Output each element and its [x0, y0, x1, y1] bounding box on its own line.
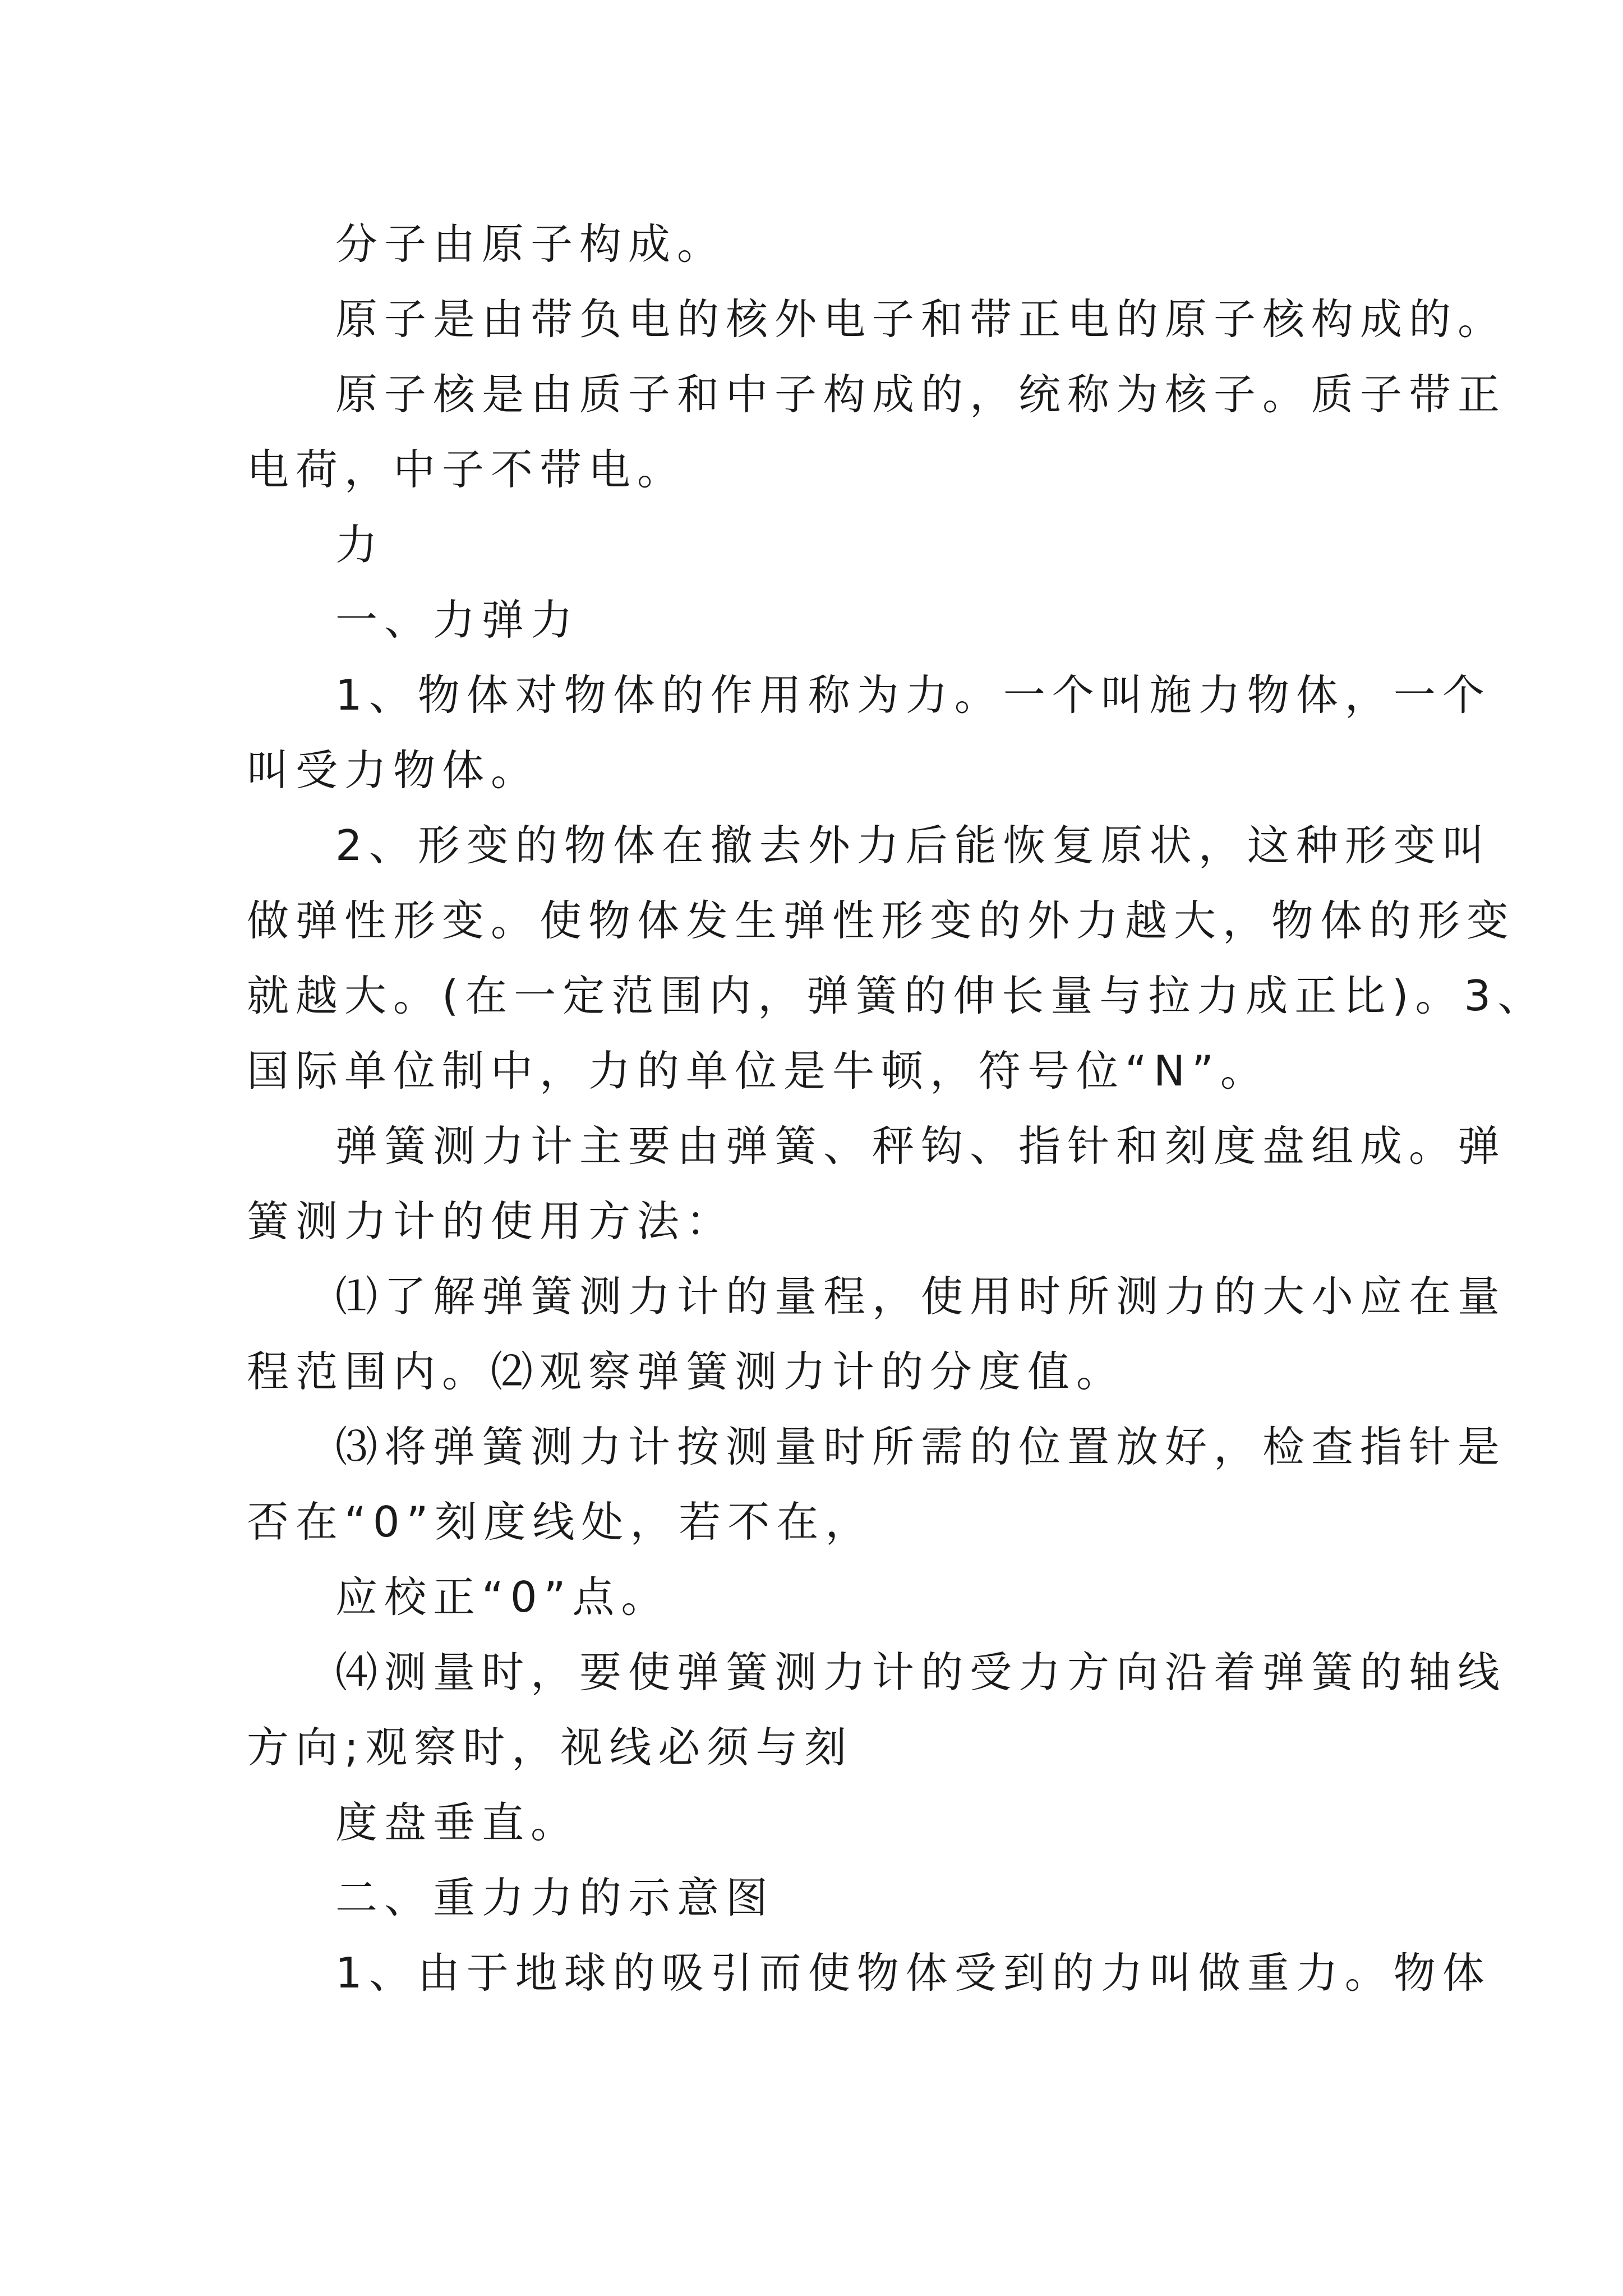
text-line-19: 应校正“0”点。 [335, 1572, 670, 1622]
text-line-8: 叫受力物体。 [247, 746, 540, 795]
text-line-2: 原子是由带负电的核外电子和带正电的原子核构成的。 [335, 295, 1507, 344]
text-line-21: 方向;观察时，视线必须与刻 [247, 1723, 854, 1772]
text-line-18: 否在“0”刻度线处，若不在， [247, 1497, 874, 1547]
text-line-17: ⑶将弹簧测力计按测量时所需的位置放好，检查指针是 [335, 1422, 1507, 1471]
text-line-4: 电荷，中子不带电。 [247, 445, 686, 494]
text-line-1: 分子由原子构成。 [335, 219, 726, 269]
text-line-11: 就越大。(在一定范围内，弹簧的伸长量与拉力成正比)。3、 [247, 971, 1547, 1020]
text-line-3: 原子核是由质子和中子构成的，统称为核子。质子带正 [335, 370, 1507, 419]
text-line-12: 国际单位制中，力的单位是牛顿，符号位“N”。 [247, 1046, 1269, 1096]
text-line-14: 簧测力计的使用方法： [247, 1197, 735, 1246]
text-line-7: 1、物体对物体的作用称为力。一个叫施力物体，一个 [335, 670, 1491, 720]
text-line-16: 程范围内。⑵观察弹簧测力计的分度值。 [247, 1347, 1126, 1396]
text-line-9: 2、形变的物体在撤去外力后能恢复原状，这种形变叫 [335, 821, 1491, 870]
text-line-15: ⑴了解弹簧测力计的量程，使用时所测力的大小应在量 [335, 1272, 1507, 1321]
text-line-20: ⑷测量时，要使弹簧测力计的受力方向沿着弹簧的轴线 [335, 1648, 1507, 1697]
subsection-heading-2: 二、重力力的示意图 [335, 1873, 775, 1922]
section-heading-force: 力 [335, 520, 385, 569]
text-line-10: 做弹性形变。使物体发生弹性形变的外力越大，物体的形变 [247, 896, 1516, 945]
subsection-heading-1: 一、力弹力 [335, 595, 580, 645]
text-line-22: 度盘垂直。 [335, 1798, 580, 1847]
text-line-24: 1、由于地球的吸引而使物体受到的力叫做重力。物体 [335, 1948, 1491, 1998]
text-line-13: 弹簧测力计主要由弹簧、秤钩、指针和刻度盘组成。弹 [335, 1121, 1507, 1171]
